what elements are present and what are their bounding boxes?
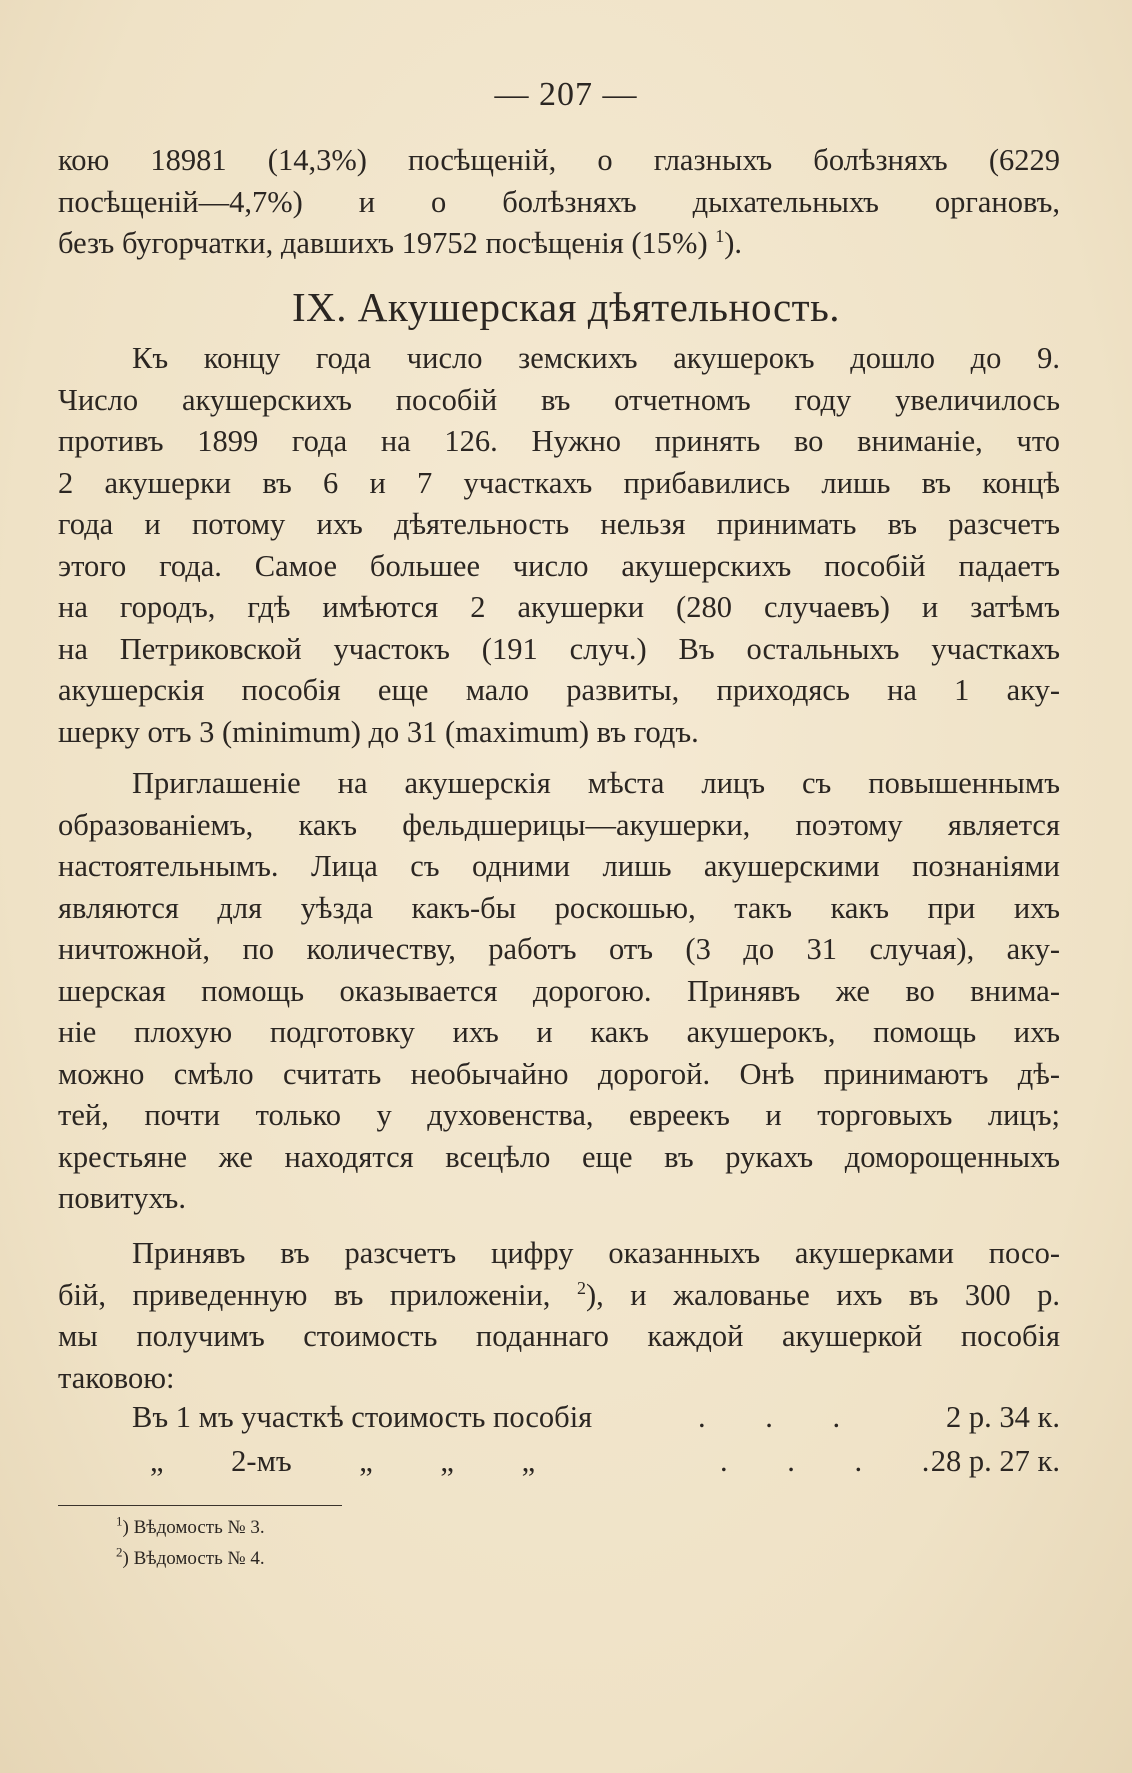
cost-row-label: Въ 1 мъ участкѣ стоимость пособія [132,1400,593,1434]
paragraph-3 [58,1233,1060,1399]
text-line: крестьяне же находятся всецѣло еще въ рукахъ доморощенныхъ [58,1139,1060,1174]
text-line [58,223,1060,265]
footnote-text: ) Вѣдомость № 3. [122,1517,265,1538]
text-line: Приглашеніе на акушерскія мѣста лицъ съ повышеннымъ [132,766,1060,800]
page-number: — 207 — [494,76,638,113]
cost-row-value: 28 р. 27 к. [930,1444,1060,1478]
text-line: повитухъ. [58,1181,186,1215]
continuation-paragraph [58,140,1060,265]
text-line: ничтожной, по количеству, работъ отъ (3 до 31 случая), аку- [58,932,1060,966]
text-line: мы получимъ стоимость поданнаго каждой акушеркой пособія [58,1319,1060,1353]
text-line-end: ). [724,226,743,260]
text-line: Число акушерскихъ пособій въ отчетномъ году увеличилось [58,382,1060,417]
text-line: посѣщеній—4,7%) и о болѣзняхъ дыхательныхъ органовъ, [58,184,1060,219]
paragraph-2 [58,763,1060,1220]
paragraph-1 [58,338,1060,753]
text-line: ніе плохую подготовку ихъ и какъ акушерокъ, помощь ихъ [58,1015,1060,1049]
footnote-mark: 2 [116,1544,123,1560]
text-line: на Петриковской участокъ (191 случ.) Въ остальныхъ участкахъ [58,631,1060,666]
text-line [58,1275,1060,1317]
text-line-body: бій, приведенную въ приложеніи, [58,1277,551,1312]
text-line: кою 18981 (14,3%) посѣщеній, о глазныхъ болѣзняхъ (6229 [58,143,1060,177]
text-line: можно смѣло считать необычайно дорогой. Онѣ принимаютъ дѣ- [58,1056,1060,1091]
text-line: тей, почти только у духовенства, евреекъ и торговыхъ лицъ; [58,1098,1060,1132]
text-line: противъ 1899 года на 126. Нужно принять во вниманіе, что [58,424,1060,458]
footnote-1 [116,1512,265,1543]
footnotes [116,1512,265,1574]
cost-row-dots: . . . . [720,1444,956,1478]
cost-row-dots: . . . [698,1400,867,1434]
text-line: года и потому ихъ дѣятельность нельзя принимать въ разсчетъ [58,507,1060,541]
text-line: шерку отъ 3 (minimum) до 31 (maximum) въ годъ. [58,714,699,749]
footnote-mark: 1 [116,1513,123,1529]
text-line: 2 акушерки въ 6 и 7 участкахъ прибавились лишь въ концѣ [58,465,1060,500]
footnote-divider [58,1505,342,1506]
footnote-ref: 2 [576,1277,586,1298]
text-line: Къ концу года число земскихъ акушерокъ дошло до 9. [132,341,1060,375]
text-line: образованіемъ, какъ фельдшерицы—акушерки, поэтому является [58,807,1060,842]
text-line: таковою: [58,1360,175,1395]
text-line: являются для уѣзда какъ-бы роскошью, такъ какъ при ихъ [58,890,1060,925]
footnote-2 [116,1543,265,1574]
text-line-body: безъ бугорчатки, давшихъ 19752 посѣщенія (15%) [58,226,708,260]
text-line-end: ), и жалованье ихъ въ 300 р. [585,1277,1060,1312]
text-line: настоятельнымъ. Лица съ одними лишь акушерскими познаніями [58,849,1060,883]
section-heading: IX. Акушерская дѣятельность. [291,284,841,330]
text-line: этого года. Самое большее число акушерскихъ пособій падаетъ [58,548,1060,583]
text-line: акушерскія пособія еще мало развиты, приходясь на 1 аку- [58,673,1060,707]
text-line: на городъ, гдѣ имѣются 2 акушерки (280 случаевъ) и затѣмъ [58,590,1060,624]
footnote-ref: 1 [715,225,725,246]
text-line: Принявъ въ разсчетъ цифру оказанныхъ акушерками посо- [132,1236,1060,1270]
cost-row-label: „ 2-мъ „ „ „ [150,1444,536,1478]
cost-row-value: 2 р. 34 к. [946,1400,1060,1434]
text-line: шерская помощь оказывается дорогою. Принявъ же во внима- [58,973,1060,1008]
footnote-text: ) Вѣдомость № 4. [122,1548,265,1569]
